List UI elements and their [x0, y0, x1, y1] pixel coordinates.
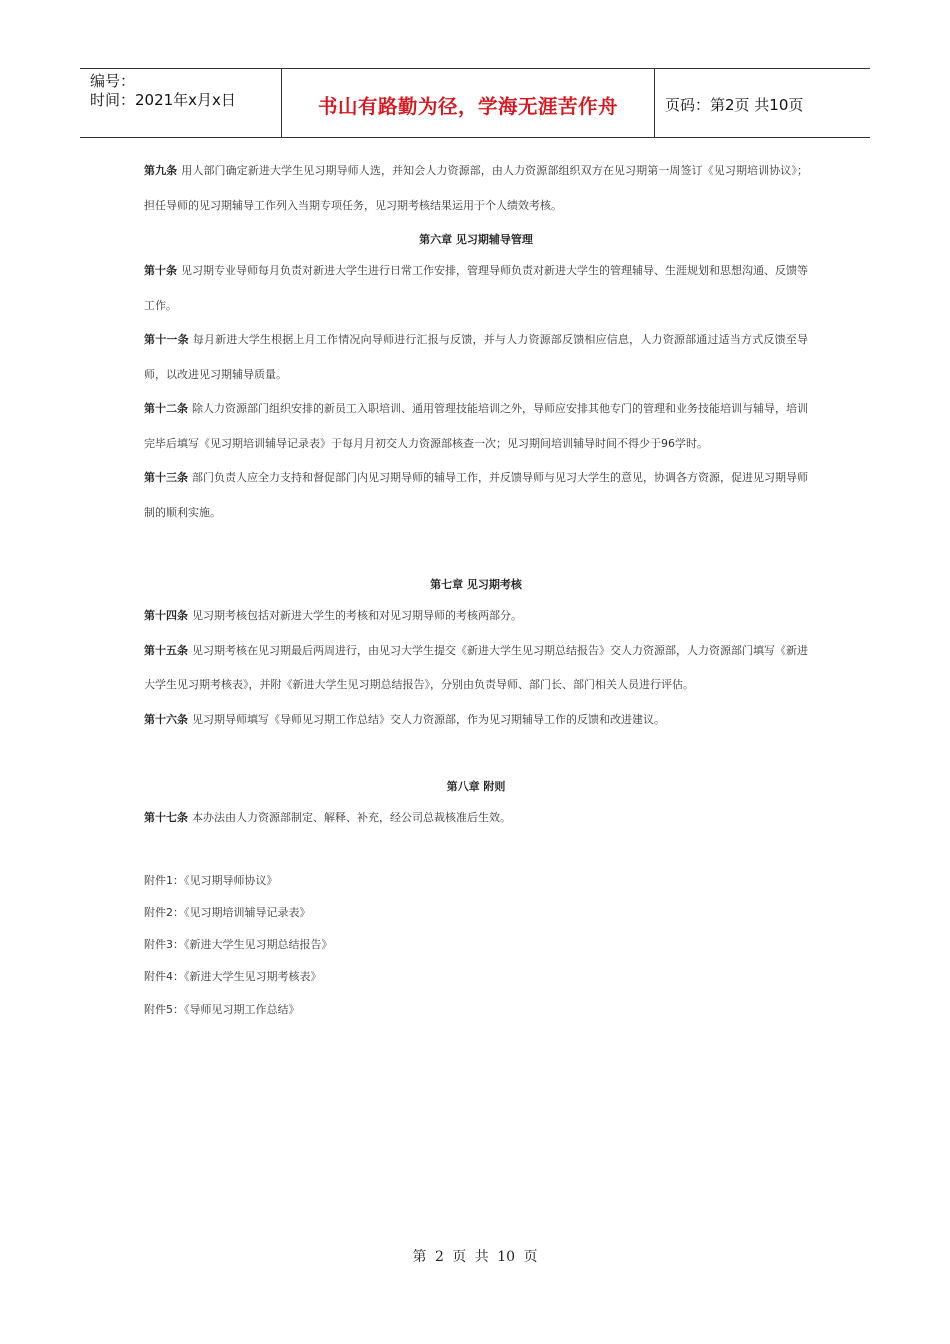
article-text: 见习期考核在见习期最后两周进行，由见习大学生提交《新进大学生见习期总结报告》交人力资源部，人力资源部门填写《新进大学生见习期考核表》，并附《新进大学生见习期总结报告》，分别由负责导师、部门长、部门相关人员进行评估。 [144, 643, 808, 691]
article-text: 见习期导师填写《导师见习期工作总结》交人力资源部，作为见习期辅导工作的反馈和改进建议。 [192, 712, 665, 726]
header-page-info: 页码：第2页 共10页 [665, 95, 804, 114]
page-footer: 第 2 页 共 10 页 [412, 1249, 538, 1265]
attachment-5: 附件5：《导师见习期工作总结》 [144, 1003, 300, 1016]
article-number: 第十二条 [144, 402, 188, 415]
doc-time-label: 时间：2021年x月x日 [90, 91, 236, 109]
article-text: 部门负责人应全力支持和督促部门内见习期导师的辅导工作，并反馈导师与见习大学生的意见，协调各方资源，促进见习期导师制的顺利实施。 [144, 471, 808, 519]
attachment-3: 附件3：《新进大学生见习期总结报告》 [144, 938, 333, 951]
attachment-4: 附件4：《新进大学生见习期考核表》 [144, 970, 322, 983]
article-text: 每月新进大学生根据上月工作情况向导师进行汇报与反馈，并与人力资源部反馈相应信息，人力资源部通过适当方式反馈至导师，以改进见习期辅导质量。 [144, 333, 809, 381]
article-number: 第十六条 [144, 712, 188, 726]
article-17 [144, 801, 808, 836]
article-number: 第十三条 [144, 471, 188, 484]
chapter-6-heading: 第六章 见习期辅导管理 [419, 233, 533, 246]
article-number: 第十条 [144, 264, 177, 277]
article-number: 第十五条 [144, 643, 188, 657]
article-9 [144, 154, 808, 223]
article-number: 第十一条 [144, 333, 189, 346]
chapter-7-heading: 第七章 见习期考核 [430, 578, 522, 591]
doc-code-label: 编号： [90, 72, 136, 90]
article-text: 见习期考核包括对新进大学生的考核和对见习期导师的考核两部分。 [192, 609, 522, 622]
article-text: 除人力资源部门组织安排的新员工入职培训、通用管理技能培训之外，导师应安排其他专门的管理和业务技能培训与辅导，培训完毕后填写《见习期培训辅导记录表》于每月月初交人力资源部核查一次；见习期间培训辅导时间不得少于96学时。 [144, 402, 808, 450]
header-meta [80, 69, 281, 137]
chapter-8-body [144, 801, 808, 836]
article-12 [144, 392, 808, 461]
article-text: 用人部门确定新进大学生见习期导师人选，并知会人力资源部，由人力资源部组织双方在见习期第一周签订《见习期培训协议》；担任导师的见习期辅导工作列入当期专项任务，见习期考核结果运用于个人绩效考核。 [144, 164, 808, 212]
article-13 [144, 461, 808, 530]
article-11 [144, 323, 808, 392]
chapter-6-body [144, 254, 808, 530]
article-text: 本办法由人力资源部制定、解释、补充，经公司总裁核准后生效。 [192, 811, 511, 824]
article-number: 第十四条 [144, 609, 188, 622]
header-motto-cell [281, 69, 655, 137]
chapter-7-body [144, 599, 808, 737]
article-text: 见习期专业导师每月负责对新进大学生进行日常工作安排，管理导师负责对新进大学生的管理辅导、生涯规划和思想沟通、反馈等工作。 [144, 264, 808, 312]
chapter-8-heading: 第八章 附则 [446, 780, 506, 793]
article-15 [144, 634, 808, 703]
article-number: 第十七条 [144, 811, 188, 824]
article-number: 第九条 [144, 164, 178, 177]
header-motto: 书山有路勤为径，学海无涯苦作舟 [317, 95, 618, 118]
document-header [80, 68, 870, 138]
attachment-2: 附件2：《见习期培训辅导记录表》 [144, 906, 311, 919]
attachment-1: 附件1：《见习期导师协议》 [144, 874, 278, 887]
article-14 [144, 599, 808, 634]
article-16 [144, 703, 808, 738]
article-10 [144, 254, 808, 323]
